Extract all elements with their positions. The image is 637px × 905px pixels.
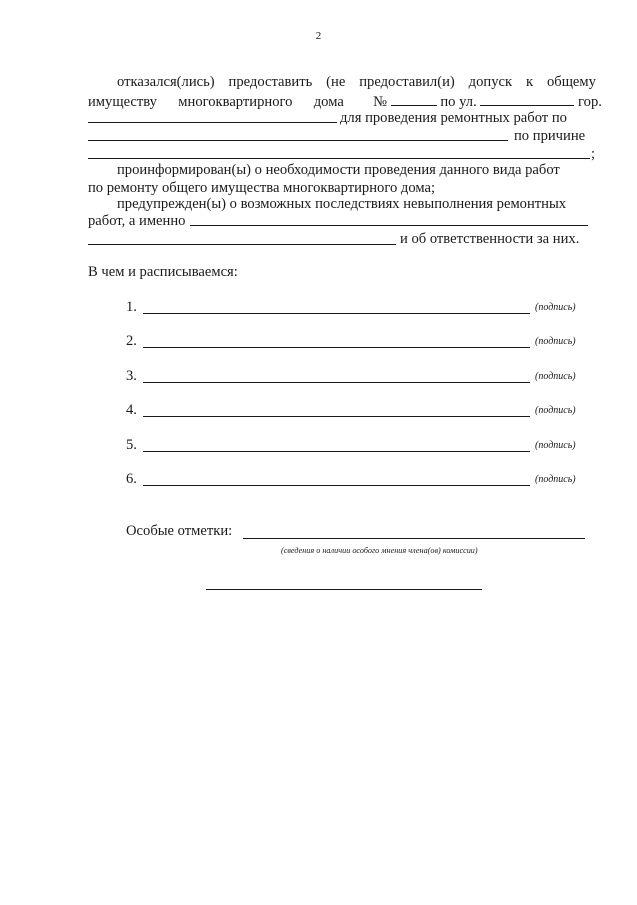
blank-line[interactable] bbox=[88, 122, 337, 123]
signature-line-1[interactable] bbox=[143, 313, 530, 314]
para2-line2: по ремонту общего имущества многоквартирного дома; bbox=[88, 180, 436, 196]
special-notes-hint: (сведения о наличии особого мнения члена(ов) комиссии) bbox=[281, 546, 478, 555]
sign-heading: В чем и расписываемся: bbox=[88, 264, 238, 280]
signature-label-1: (подпись) bbox=[535, 302, 576, 313]
signature-label-6: (подпись) bbox=[535, 474, 576, 485]
blank-line[interactable] bbox=[88, 158, 590, 159]
signature-number-1: 1. bbox=[126, 299, 137, 315]
special-notes-label: Особые отметки: bbox=[126, 523, 233, 539]
para3-line2: работ, а именно bbox=[88, 213, 186, 229]
signature-number-2: 2. bbox=[126, 333, 137, 349]
para2-line1: проинформирован(ы) о необходимости проведения данного вида работ bbox=[117, 162, 560, 178]
signature-line-6[interactable] bbox=[143, 485, 530, 486]
special-notes-line[interactable] bbox=[243, 538, 585, 539]
signature-number-3: 3. bbox=[126, 368, 137, 384]
signature-label-4: (подпись) bbox=[535, 405, 576, 416]
signature-number-5: 5. bbox=[126, 437, 137, 453]
bottom-divider-line bbox=[206, 589, 482, 590]
signature-number-6: 6. bbox=[126, 471, 137, 487]
para1-line1: отказался(лись) предоставить (не предоставил(и) допуск к общему bbox=[117, 74, 596, 90]
para1-line2: имуществу многоквартирного дома № по ул. гор. bbox=[88, 94, 602, 110]
para3-line3: и об ответственности за них. bbox=[400, 231, 580, 247]
page-number: 2 bbox=[315, 30, 322, 42]
street-blank[interactable] bbox=[480, 93, 574, 106]
signature-label-5: (подпись) bbox=[535, 440, 576, 451]
blank-line[interactable] bbox=[88, 140, 508, 141]
blank-line[interactable] bbox=[88, 244, 396, 245]
house-number-blank[interactable] bbox=[391, 93, 437, 106]
para3-line1: предупрежден(ы) о возможных последствиях невыполнения ремонтных bbox=[117, 196, 567, 212]
signature-line-2[interactable] bbox=[143, 347, 530, 348]
signature-line-4[interactable] bbox=[143, 416, 530, 417]
signature-label-2: (подпись) bbox=[535, 336, 576, 347]
para1-line5: ; bbox=[591, 146, 596, 162]
signature-line-5[interactable] bbox=[143, 451, 530, 452]
para1-line4: по причине bbox=[514, 128, 586, 144]
blank-line[interactable] bbox=[190, 225, 588, 226]
signature-number-4: 4. bbox=[126, 402, 137, 418]
para1-line3: для проведения ремонтных работ по bbox=[340, 110, 567, 126]
signature-label-3: (подпись) bbox=[535, 371, 576, 382]
signature-line-3[interactable] bbox=[143, 382, 530, 383]
